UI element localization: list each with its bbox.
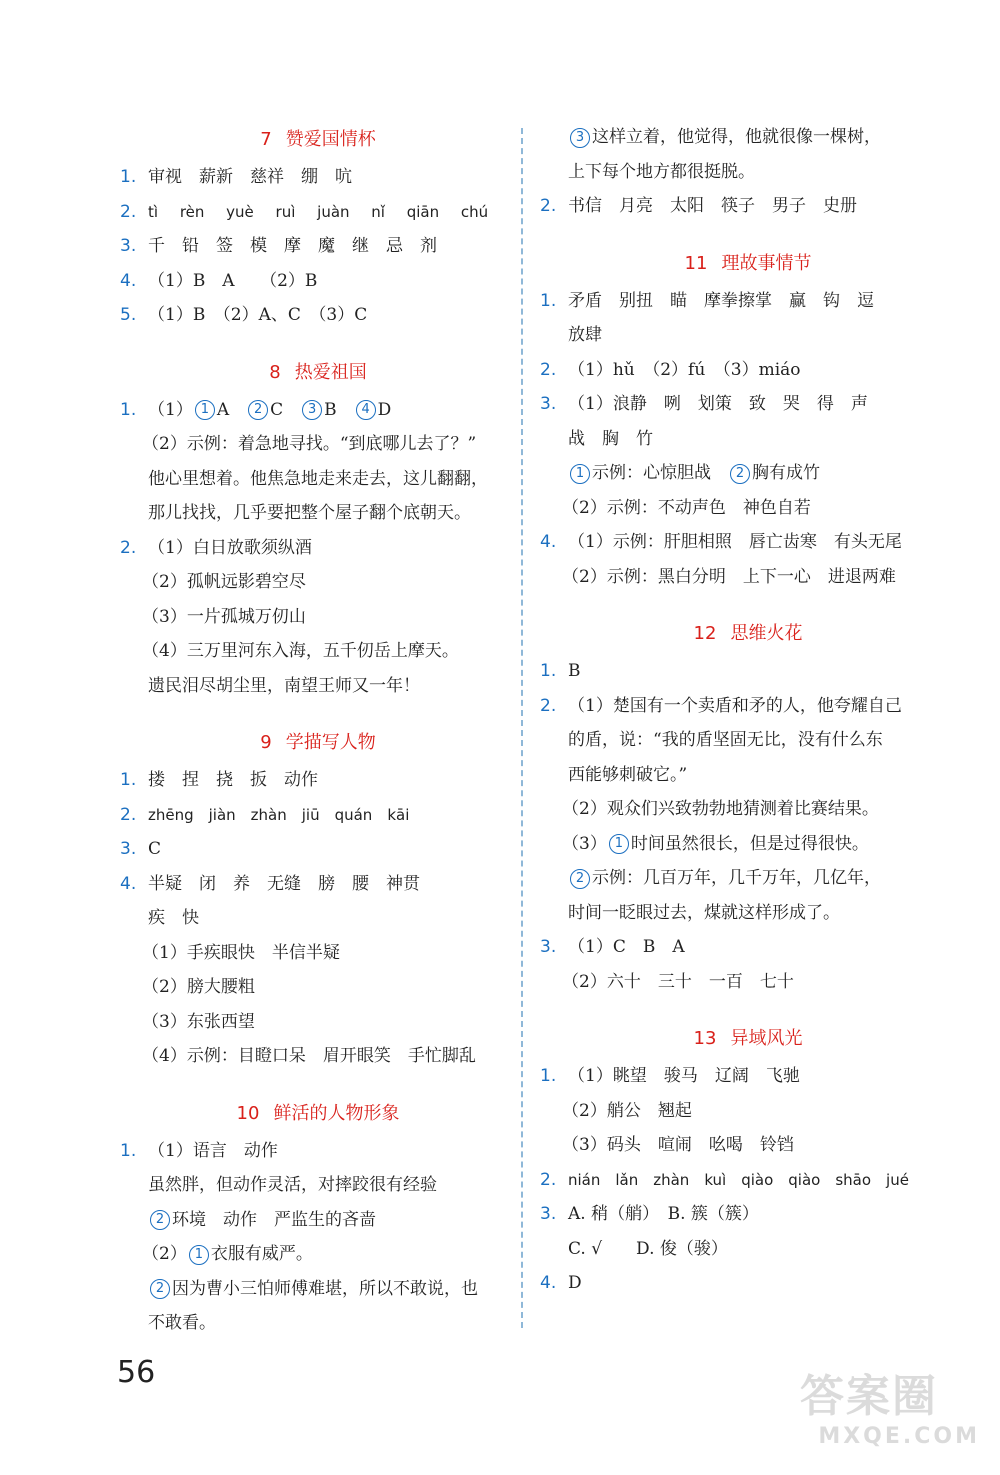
question-number: 4. [120, 270, 137, 291]
circled-number-icon: 1 [609, 834, 629, 854]
question-number: 5. [120, 305, 137, 325]
answer-text: （2）观众们兴致勃勃地猜测着比赛结果。 [562, 799, 879, 819]
answer-line [538, 387, 958, 422]
answer-text: nián lǎn zhàn kuì qiào qiào shāo jué [568, 1170, 909, 1189]
answer-text: 虽然胖，但动作灵活，对摔跤很有经验 [148, 1175, 437, 1195]
answer-text: （2）示例：黑白分明 上下一心 进退两难 [562, 566, 896, 587]
section-gap [118, 1074, 518, 1094]
question-number: 3. [540, 937, 557, 957]
answer-line [538, 827, 958, 862]
question-number: 4. [120, 873, 137, 894]
section-title [118, 723, 518, 763]
answer-text: （1）B （2）A、C （3）C [148, 305, 368, 325]
section-gap [538, 594, 958, 614]
answer-text: 审视 薪新 慈祥 绷 吭 [148, 167, 352, 187]
answer-text: （1）眺望 骏马 辽阔 飞驰 [568, 1066, 800, 1086]
column-divider [521, 128, 523, 1328]
answer-text: 那儿找找，几乎要把整个屋子翻个底朝天。 [148, 503, 471, 523]
question-number: 1. [120, 1140, 137, 1161]
answer-text: 时间一眨眼过去，煤就这样形成了。 [568, 902, 840, 923]
answer-line [118, 1203, 518, 1238]
answer-line [118, 1168, 518, 1203]
answer-text: （1）浪静 咧 划策 致 哭 得 声 [568, 394, 868, 414]
section-name: 异域风光 [730, 1028, 803, 1049]
page-number: 56 [117, 1355, 156, 1390]
watermark-url: MXQE.COM [818, 1424, 980, 1449]
answer-line [118, 264, 518, 299]
answer-line [118, 195, 518, 230]
section-title [538, 1019, 958, 1059]
section-title [118, 1094, 518, 1134]
answer-line [118, 600, 518, 635]
answer-line [118, 1005, 518, 1040]
answer-text: 矛盾 别扭 瞄 摩拳擦掌 赢 钩 逗 [568, 290, 874, 311]
answer-text: （1）hǔ （2）fú （3）miáo [568, 359, 801, 380]
section-name: 理故事情节 [721, 252, 812, 274]
answer-line [538, 723, 958, 758]
answer-line [538, 896, 958, 931]
question-number: 3. [540, 1204, 557, 1224]
answer-line [538, 792, 958, 827]
answer-text: 西能够刺破它。” [568, 764, 688, 785]
section-number: 8 [269, 361, 281, 383]
answer-line [118, 496, 518, 531]
circled-number-icon: 2 [150, 1279, 170, 1299]
answer-line [538, 1094, 958, 1129]
answer-line [118, 936, 518, 971]
question-number: 2. [120, 537, 137, 558]
answer-text: 的盾，说：“我的盾坚固无比，没有什么东 [568, 730, 883, 750]
answer-text: 搂 捏 挠 扳 动作 [148, 770, 318, 790]
circled-number-icon: 2 [570, 869, 590, 889]
answer-text: （1）白日放歌须纵酒 [148, 537, 312, 558]
section-name: 热爱祖国 [294, 361, 367, 383]
answer-text: 3 这样立着，他觉得，他就很像一棵树， [568, 127, 881, 147]
answer-text: B [568, 661, 581, 681]
circled-number-icon: 1 [189, 1245, 209, 1265]
answer-text: C. √ D. 俊（骏） [568, 1238, 728, 1259]
right-column [538, 120, 958, 1301]
watermark-logo-text: 答案圈 [800, 1371, 938, 1422]
question-number: 2. [540, 359, 557, 380]
question-number: 3. [540, 394, 557, 414]
answer-text: 半疑 闭 养 无缝 膀 腰 神贯 [148, 873, 420, 894]
section-title [118, 353, 518, 393]
question-number: 2. [540, 1169, 557, 1190]
section-name: 学描写人物 [285, 732, 376, 753]
answer-text: （2）示例：不动声色 神色自若 [562, 497, 811, 518]
answer-line [538, 1232, 958, 1267]
question-number: 2. [540, 196, 557, 216]
answer-line [538, 758, 958, 793]
answer-text: （2）膀大腰粗 [142, 977, 255, 997]
section-number: 10 [236, 1102, 260, 1124]
answer-line [118, 1306, 518, 1341]
answer-text: （1）示例：肝胆相照 唇亡齿寒 有头无尾 [568, 532, 902, 552]
circled-number-icon: 1 [195, 400, 215, 420]
answer-line [118, 798, 518, 833]
answer-text: 疾 快 [148, 908, 199, 928]
answer-text: 2 因为曹小三怕师傅难堪，所以不敢说，也 [148, 1279, 478, 1299]
section-gap [118, 703, 518, 723]
answer-line [118, 1272, 518, 1307]
answer-text: （4）示例：目瞪口呆 眉开眼笑 手忙脚乱 [142, 1046, 476, 1066]
question-number: 2. [540, 695, 557, 716]
answer-text: （2）六十 三十 一百 七十 [562, 971, 794, 992]
answer-line [538, 861, 958, 896]
answer-text: tì rèn yuè ruì juàn nǐ qiān chú [148, 202, 489, 221]
answer-text: （3） 1 时间虽然很长，但是过得很快。 [562, 833, 869, 854]
question-number: 2. [120, 804, 137, 825]
answer-text: 上下每个地方都很挺脱。 [568, 161, 755, 182]
circled-number-icon: 3 [570, 128, 590, 148]
question-number: 1. [540, 1066, 557, 1086]
section-gap [118, 333, 518, 353]
section-title [118, 120, 518, 160]
answer-line [118, 531, 518, 566]
answer-line [118, 832, 518, 867]
answer-text: （1）C B A [568, 937, 685, 957]
question-number: 2. [120, 201, 137, 222]
answer-line [538, 120, 958, 155]
section-gap [538, 224, 958, 244]
answer-line [118, 1134, 518, 1169]
answer-text: （2） 1 衣服有威严。 [142, 1244, 313, 1264]
answer-line [118, 1237, 518, 1272]
answer-text: 不敢看。 [148, 1313, 216, 1333]
question-number: 3. [120, 236, 137, 256]
answer-line [538, 525, 958, 560]
section-number: 9 [260, 732, 272, 753]
answer-text: C [148, 839, 162, 859]
watermark [800, 1360, 980, 1450]
answer-line [118, 970, 518, 1005]
answer-line [538, 965, 958, 1000]
answer-line [538, 284, 958, 319]
answer-line [538, 456, 958, 491]
circled-number-icon: 2 [248, 400, 268, 420]
section-name: 鲜活的人物形象 [273, 1102, 400, 1124]
answer-line [118, 427, 518, 462]
answer-line [538, 560, 958, 595]
answer-text: （3）东张西望 [142, 1011, 255, 1032]
answer-line [538, 1163, 958, 1198]
question-number: 1. [540, 290, 557, 311]
answer-text: （3）码头 喧闹 吆喝 铃铛 [562, 1135, 794, 1155]
circled-number-icon: 2 [150, 1210, 170, 1230]
answer-text: （3）一片孤城万仞山 [142, 606, 306, 627]
answer-line [118, 867, 518, 902]
section-gap [538, 999, 958, 1019]
question-number: 1. [120, 399, 137, 420]
question-number: 3. [120, 839, 137, 859]
answer-text: 战 胸 竹 [568, 428, 653, 449]
question-number: 4. [540, 1273, 557, 1293]
answer-text: （1）B A （2）B [148, 270, 318, 291]
answer-line [118, 901, 518, 936]
section-title [538, 614, 958, 654]
answer-text: （1） 1 A 2 C 3 B 4 D [148, 399, 392, 420]
answer-text: D [568, 1273, 582, 1293]
answer-line [538, 654, 958, 689]
answer-text: （2）孤帆远影碧空尽 [142, 572, 306, 592]
answer-text: 1 示例：心惊胆战 2 胸有成竹 [568, 463, 820, 483]
answer-line [538, 1059, 958, 1094]
answer-line [538, 353, 958, 388]
answer-line [538, 1128, 958, 1163]
answer-line [118, 160, 518, 195]
answer-text: 书信 月亮 太阳 筷子 男子 史册 [568, 196, 857, 216]
answer-text: （2）示例：着急地寻找。“到底哪儿去了？” [142, 434, 477, 454]
answer-text: 2 环境 动作 严监生的吝啬 [148, 1210, 376, 1230]
section-number: 13 [693, 1028, 717, 1049]
answer-line [538, 422, 958, 457]
answer-line [118, 393, 518, 428]
answer-line [118, 634, 518, 669]
answer-text: 2 示例：几百万年，几千万年，几亿年， [568, 868, 881, 888]
answer-text: （2）艄公 翘起 [562, 1100, 692, 1121]
answer-line [538, 1197, 958, 1232]
answer-line [118, 763, 518, 798]
answer-line [538, 1266, 958, 1301]
answer-line [538, 930, 958, 965]
section-number: 7 [260, 129, 272, 150]
answer-line [538, 689, 958, 724]
left-column [118, 120, 518, 1341]
answer-line [538, 491, 958, 526]
answer-line [118, 669, 518, 704]
section-name: 思维火花 [730, 623, 803, 644]
section-number: 11 [684, 252, 708, 274]
answer-text: 他心里想着。他焦急地走来走去，这儿翻翻， [148, 468, 488, 489]
answer-text: （1）楚国有一个卖盾和矛的人，他夸耀自己 [568, 695, 902, 716]
answer-text: （1）手疾眼快 半信半疑 [142, 942, 340, 963]
answer-line [118, 298, 518, 333]
circled-number-icon: 3 [302, 400, 322, 420]
answer-text: 放肆 [568, 325, 602, 345]
answer-line [118, 1039, 518, 1074]
answer-line [538, 318, 958, 353]
question-number: 4. [540, 532, 557, 552]
answer-line [118, 565, 518, 600]
circled-number-icon: 4 [356, 400, 376, 420]
question-number: 1. [540, 661, 557, 681]
answer-line [538, 189, 958, 224]
circled-number-icon: 2 [730, 464, 750, 484]
answer-text: （1）语言 动作 [148, 1140, 278, 1161]
section-title [538, 244, 958, 284]
answer-line [118, 462, 518, 497]
answer-text: （4）三万里河东入海，五千仞岳上摩天。 [142, 641, 459, 661]
answer-text: zhēng jiàn zhàn jiū quán kāi [148, 805, 410, 824]
answer-line [118, 229, 518, 264]
question-number: 1. [120, 167, 137, 187]
answer-text: 遗民泪尽胡尘里，南望王师又一年！ [148, 675, 420, 696]
section-number: 12 [693, 623, 717, 644]
question-number: 1. [120, 770, 137, 790]
answer-text: 千 铅 签 模 摩 魔 继 忌 剂 [148, 236, 437, 256]
answer-text: A. 稍（艄） B. 簇（簇） [568, 1204, 759, 1224]
section-name: 赞爱国情杯 [285, 129, 376, 150]
answer-line [538, 155, 958, 190]
circled-number-icon: 1 [570, 464, 590, 484]
